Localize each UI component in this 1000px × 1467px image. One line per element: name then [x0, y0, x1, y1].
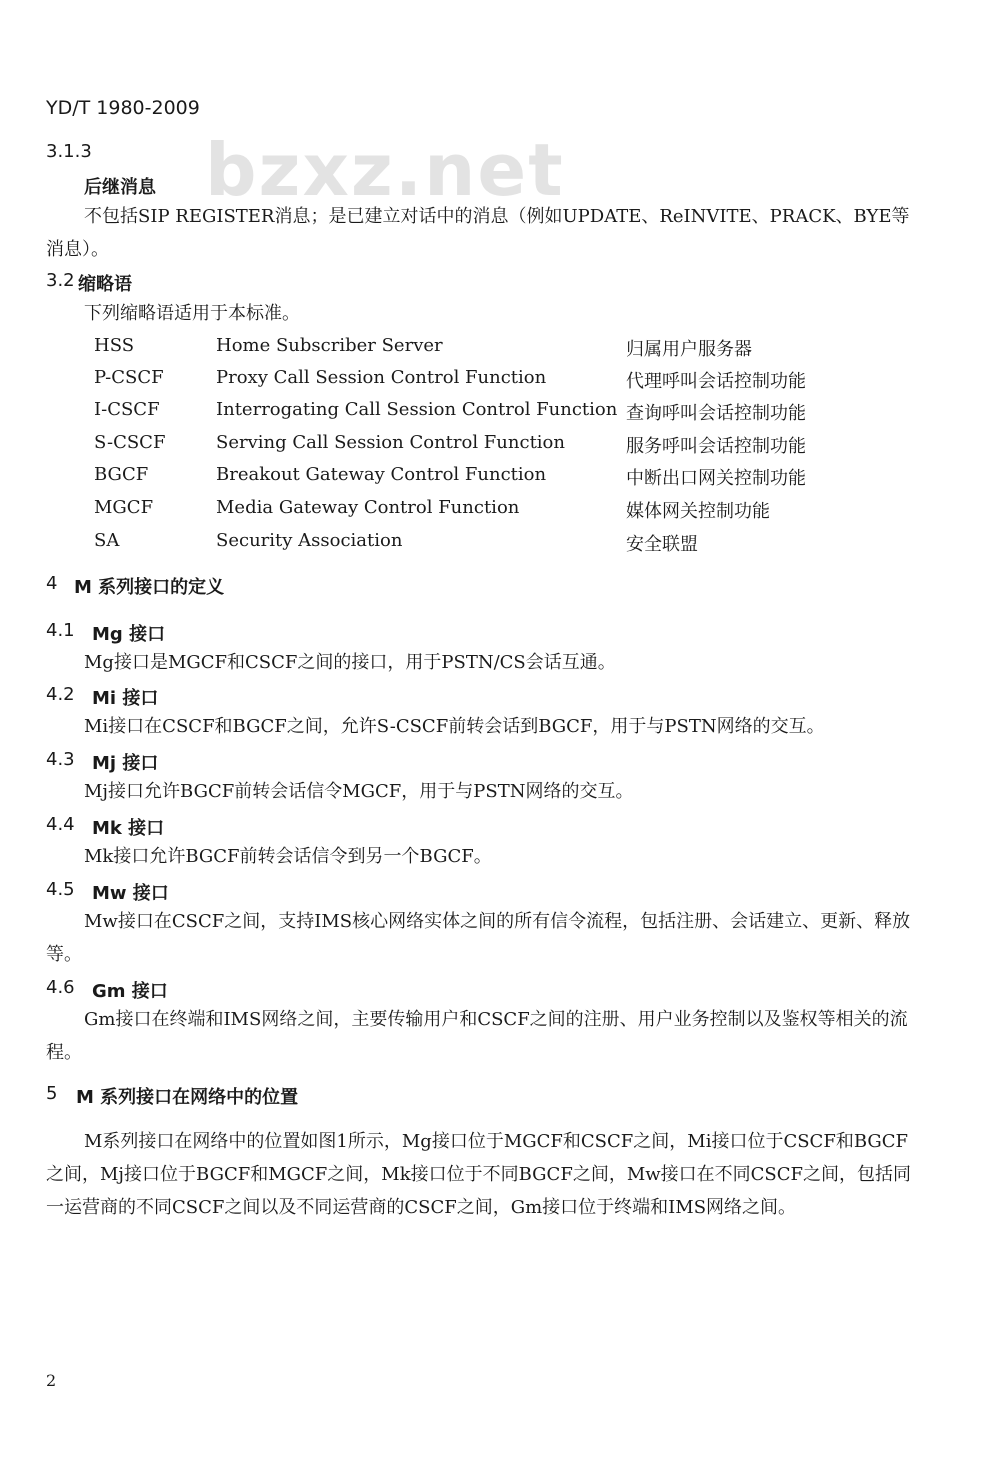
abbreviation-chinese: 归属用户服务器: [626, 339, 752, 360]
section-number-4: 4: [46, 573, 58, 594]
section-number-5: 5: [46, 1083, 58, 1104]
abbreviation-english: Media Gateway Control Function: [216, 497, 520, 518]
section-title-3-2: 缩略语: [78, 274, 132, 295]
section-title-4-3: Mj 接口: [92, 753, 159, 774]
abbreviation-chinese: 查询呼叫会话控制功能: [626, 403, 806, 424]
section-number-4-1: 4.1: [46, 620, 75, 641]
section-text-4-1: Mg接口是MGCF和CSCF之间的接口，用于PSTN/CS会话互通。: [84, 652, 616, 673]
section-title-4-1: Mg 接口: [92, 624, 166, 645]
abbreviation-english: Serving Call Session Control Function: [216, 432, 565, 453]
section-number-4-5: 4.5: [46, 879, 75, 900]
abbreviation: BGCF: [94, 464, 149, 485]
section-text-4-4: Mk接口允许BGCF前转会话信令到另一个BGCF。: [84, 846, 492, 867]
abbreviations-intro: 下列缩略语适用于本标准。: [84, 303, 300, 324]
section-text-3-1-3-continued: 消息）。: [46, 239, 109, 260]
section-text-4-5: Mw接口在CSCF之间，支持IMS核心网络实体之间的所有信令流程，包括注册、会话建立、更新、释放等。: [46, 911, 911, 965]
abbreviation-chinese: 中断出口网关控制功能: [626, 468, 806, 489]
abbreviation-english: Home Subscriber Server: [216, 335, 443, 356]
section-title-4-2: Mi 接口: [92, 688, 159, 709]
section-number-3-1-3: 3.1.3: [46, 141, 92, 162]
section-text-4-2: Mi接口在CSCF和BGCF之间，允许S-CSCF前转会话到BGCF，用于与PSTN网络的交互。: [84, 716, 825, 737]
abbreviation-row: [94, 432, 894, 462]
abbreviation-chinese: 安全联盟: [626, 534, 698, 555]
section-text-4-6: Gm接口在终端和IMS网络之间，主要传输用户和CSCF之间的注册、用户业务控制以及鉴权等相关的流程。: [46, 1009, 908, 1063]
abbreviation: MGCF: [94, 497, 154, 518]
abbreviation-row: [94, 367, 894, 397]
section-number-4-3: 4.3: [46, 749, 75, 770]
abbreviation-english: Breakout Gateway Control Function: [216, 464, 547, 485]
section-text-5: M系列接口在网络中的位置如图1所示，Mg接口位于MGCF和CSCF之间，Mi接口位于CSCF和BGCF之间，Mj接口位于BGCF和MGCF之间，Mk接口位于不同BGCF之间，Mw接口在不同CSCF之间，包括同一运营商的不同CSCF之间以及不同运营商的CSCF之间，Gm接口位于终端和IMS网络之间。: [46, 1131, 912, 1218]
abbreviation: S-CSCF: [94, 432, 166, 453]
abbreviation-row: [94, 497, 894, 527]
section-text-4-3: Mj接口允许BGCF前转会话信令MGCF，用于与PSTN网络的交互。: [84, 781, 634, 802]
watermark: bzxz.net: [205, 128, 565, 212]
document-id: YD/T 1980-2009: [46, 97, 200, 119]
abbreviation: SA: [94, 530, 120, 551]
section-number-4-6: 4.6: [46, 977, 75, 998]
section-title-4-5: Mw 接口: [92, 883, 169, 904]
page-number: 2: [46, 1371, 57, 1390]
abbreviation-row: [94, 399, 894, 429]
section-text-3-1-3: 不包括SIP REGISTER消息；是已建立对话中的消息（例如UPDATE、ReINVITE、PRACK、BYE等: [84, 206, 910, 227]
abbreviation: HSS: [94, 335, 135, 356]
abbreviation-english: Proxy Call Session Control Function: [216, 367, 547, 388]
abbreviation-chinese: 代理呼叫会话控制功能: [626, 371, 806, 392]
section-number-4-4: 4.4: [46, 814, 75, 835]
abbreviation-chinese: 媒体网关控制功能: [626, 501, 770, 522]
section-number-3-2: 3.2: [46, 270, 75, 291]
section-title-4-6: Gm 接口: [92, 981, 168, 1002]
abbreviation-chinese: 服务呼叫会话控制功能: [626, 436, 806, 457]
abbreviation: I-CSCF: [94, 399, 160, 420]
abbreviation-english: Interrogating Call Session Control Function: [216, 399, 618, 420]
section-number-4-2: 4.2: [46, 684, 75, 705]
abbreviation: P-CSCF: [94, 367, 164, 388]
abbreviation-row: [94, 464, 894, 494]
abbreviation-row: [94, 530, 894, 560]
section-title-5: M 系列接口在网络中的位置: [76, 1087, 299, 1108]
section-title-3-1-3: 后继消息: [84, 177, 156, 198]
abbreviation-row: [94, 335, 894, 365]
section-title-4: M 系列接口的定义: [74, 577, 225, 598]
abbreviation-english: Security Association: [216, 530, 403, 551]
section-title-4-4: Mk 接口: [92, 818, 165, 839]
